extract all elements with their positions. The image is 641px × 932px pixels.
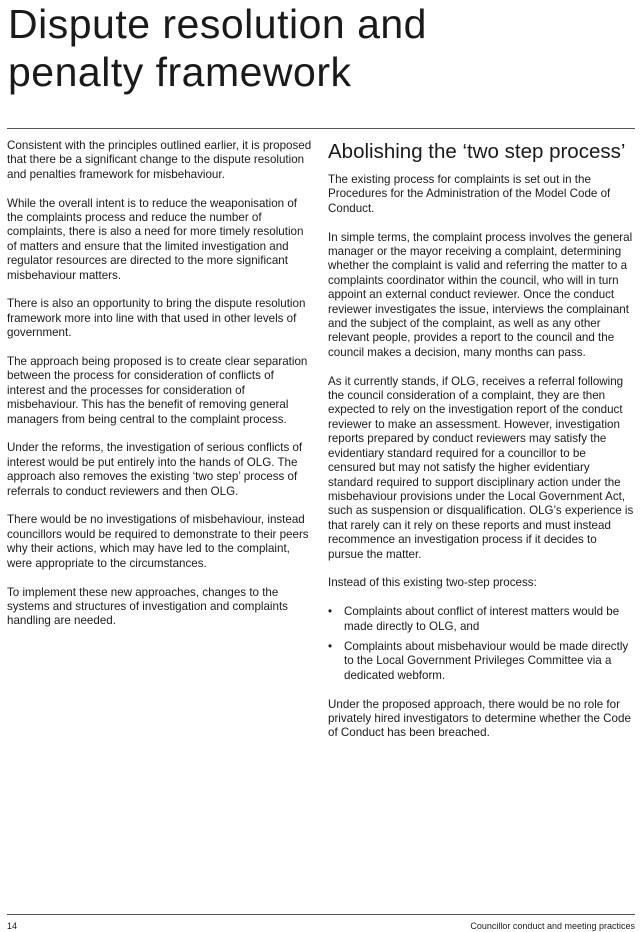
bullet-icon: • [328, 605, 333, 619]
bullet-icon: • [328, 639, 333, 653]
left-paragraph-3: There is also an opportunity to bring the dispute resolution framework more into line with that used in other levels of government. [7, 297, 306, 340]
left-paragraph-5: Under the reforms, the investigation of serious conflicts of interest would be put entirely into the hands of OLG. The approach also removes the existing ‘two step’ process of referrals to conduct reviewers and then OLG. [7, 441, 303, 498]
left-paragraph-4: The approach being proposed is to create clear separation between the process for consideration of conflicts of interest and the processes for consideration of misbehaviour. This has the benefit of removing general managers from being central to the complaint process. [7, 355, 308, 426]
title-line-1: Dispute resolution and [8, 1, 427, 47]
page-number: 14 [7, 921, 18, 931]
right-paragraph-3: As it currently stands, if OLG, receives a referral following the council consideration of a complaint, they are then expected to rely on the investigation report of the conduct reviewer to make an assessment. However, investigation reports prepared by conduct reviewers may satisfy the evidentiary standard required for a councillor to be censured but may not satisfy the higher evidentiary standard required to support disciplinary action under the misbehaviour provisions under the Local Government Act, such as suspension or disqualification. OLG’s experience is that rarely can it rely on these reports and must instead recommence an investigation process if it decides to pursue the matter. [328, 374, 634, 561]
section-heading: Abolishing the ‘two step process’ [328, 140, 626, 163]
right-column [328, 139, 634, 755]
left-paragraph-7: To implement these new approaches, changes to the systems and structures of investigation and complaints handling are needed. [7, 585, 288, 628]
right-paragraph-4: Instead of this existing two-step process: [328, 576, 537, 590]
bullet-list [328, 605, 634, 683]
bullet-item-1 [328, 605, 634, 634]
bullet-text-1: Complaints about conflict of interest matters would be made directly to OLG, and [344, 605, 620, 633]
right-closing-paragraph: Under the proposed approach, there would be no role for privately hired investigators to determine whether the Code of Conduct has been breached. [328, 697, 631, 740]
left-paragraph-6: There would be no investigations of misbehaviour, instead councillors would be required to demonstrate to their peers why their actions, which may have led to the complaint, were appropriate to the circumstances. [7, 513, 309, 570]
left-column [7, 139, 315, 643]
bullet-text-2: Complaints about misbehaviour would be made directly to the Local Government Privileges Committee via a dedicated webform. [344, 639, 629, 682]
title-line-2: penalty framework [8, 49, 352, 95]
right-paragraph-1: The existing process for complaints is set out in the Procedures for the Administration of the Model Code of Conduct. [328, 173, 611, 215]
bottom-divider [7, 914, 635, 915]
left-paragraph-2: While the overall intent is to reduce the weaponisation of the complaints process and reduce the number of complaints, there is also a need for more timely resolution of matters and ensure that the limited investigation and regulator resources are directed to the more significant misbehaviour matters. [7, 196, 304, 282]
left-paragraph-1: Consistent with the principles outlined earlier, it is proposed that there be a significant change to the dispute resolution and penalties framework for misbehaviour. [7, 139, 312, 181]
top-divider [7, 128, 635, 129]
publication-title: Councillor conduct and meeting practices [470, 921, 635, 931]
bullet-item-2 [328, 640, 634, 683]
page-title [8, 0, 427, 96]
right-paragraph-2: In simple terms, the complaint process involves the general manager or the mayor receiving a complaint, determining whether the complaint is valid and referring the matter to a complaints coordinator within the council, who will in turn appoint an external conduct reviewer. Once the conduct reviewer investigates the issue, interviews the complainant and the subject of the complaint, as well as any other relevant people, provides a report to the council and the council makes a decision, many months can pass. [328, 230, 633, 359]
